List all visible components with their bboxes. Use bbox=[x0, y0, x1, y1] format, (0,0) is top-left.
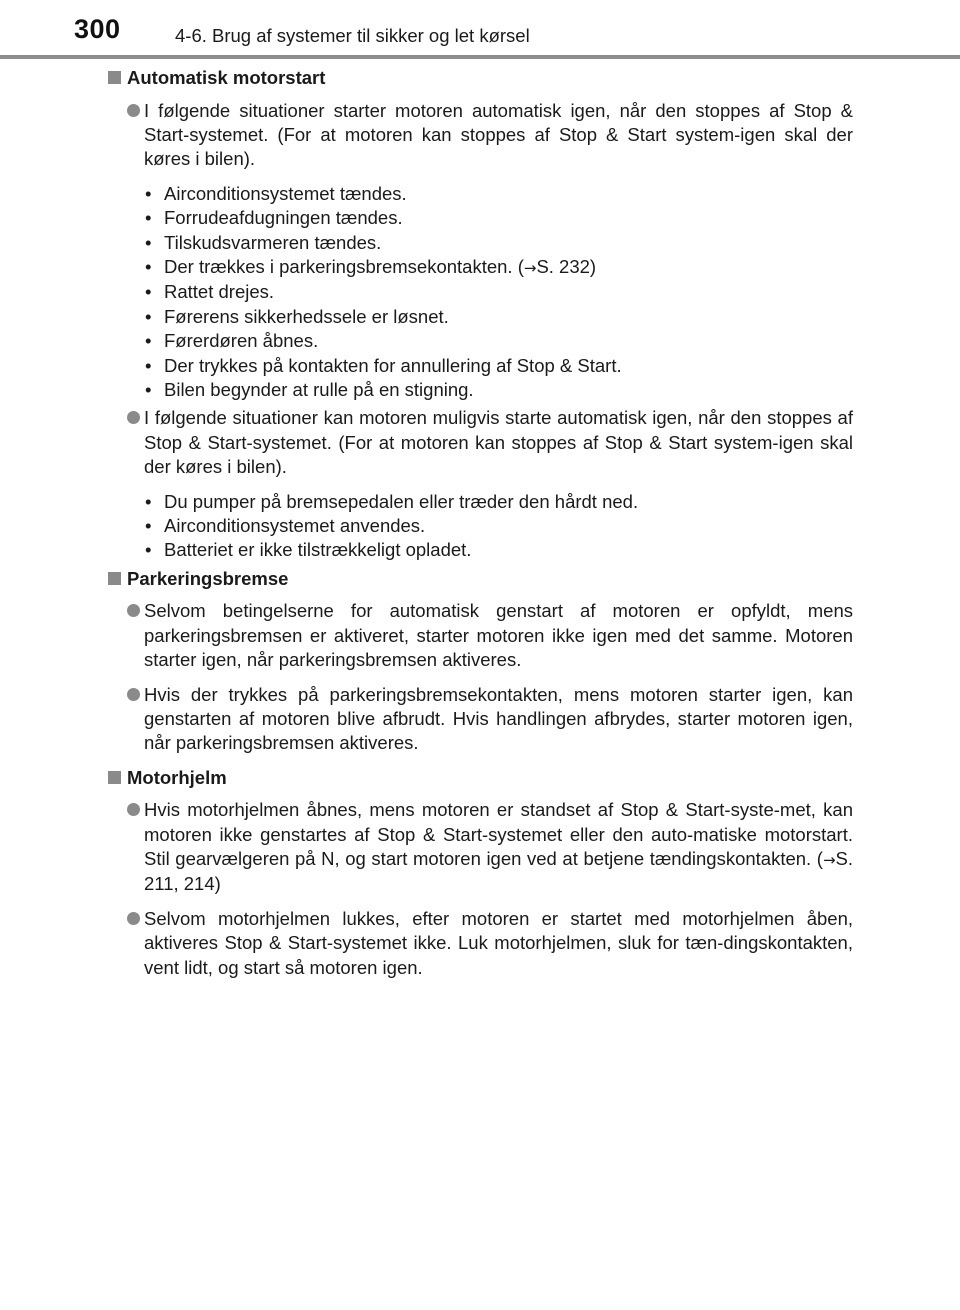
list-item: • Der trykkes på kontakten for annullering af Stop & Start. bbox=[144, 354, 853, 378]
list-item: • Rattet drejes. bbox=[144, 280, 853, 304]
circle-bullet-icon bbox=[127, 688, 140, 701]
square-bullet-icon bbox=[108, 572, 121, 585]
page-header bbox=[0, 0, 960, 60]
page-reference: S. 232) bbox=[536, 255, 597, 277]
bullet-list bbox=[108, 182, 853, 403]
paragraph bbox=[108, 798, 853, 897]
list-item: • Bilen begynder at rulle på en stigning. bbox=[144, 378, 853, 402]
paragraph bbox=[108, 599, 853, 672]
list-item: • Der trækkes i parkeringsbremsekontakten. (→S. 232) bbox=[144, 255, 853, 280]
paragraph bbox=[108, 907, 853, 980]
section-title-text: Parkeringsbremse bbox=[127, 567, 289, 589]
paragraph-text: I følgende situationer kan motoren muligvis starte automatisk igen, når den stoppes af Stop & Start-systemet. (For at motoren kan stoppes af Stop & Start system-igen skal der køres i bilen). bbox=[144, 407, 853, 478]
circle-bullet-icon bbox=[127, 411, 140, 424]
circle-bullet-icon bbox=[127, 803, 140, 816]
arrow-right-icon: → bbox=[523, 258, 537, 277]
page-number: 300 bbox=[74, 14, 121, 44]
list-item: • Forrudeafdugningen tændes. bbox=[144, 206, 853, 230]
paragraph-text: Hvis der trykkes på parkeringsbremsekontakten, mens motoren starter igen, kan genstarten af motoren blive afbrudt. Hvis handlingen afbrydes, starter motoren igen, når parkeringsbremsen aktiveres. bbox=[144, 683, 853, 754]
paragraph-text: Selvom betingelserne for automatisk genstart af motoren er opfyldt, mens parkeringsbremsen er aktiveret, starter motoren ikke igen med det samme. Motoren starter igen, når parkeringsbremsen aktiveres. bbox=[144, 600, 853, 671]
circle-bullet-icon bbox=[127, 604, 140, 617]
section-title-text: Motorhjelm bbox=[127, 766, 227, 788]
section-title-motorhjelm bbox=[108, 766, 853, 791]
list-item: • Du pumper på bremsepedalen eller træder den hårdt ned. bbox=[144, 490, 853, 514]
list-item: • Airconditionsystemet anvendes. bbox=[144, 514, 853, 538]
page-reference: S. 211, 214) bbox=[144, 848, 853, 895]
paragraph bbox=[108, 99, 853, 172]
square-bullet-icon bbox=[108, 771, 121, 784]
list-item: • Førerens sikkerhedssele er løsnet. bbox=[144, 305, 853, 329]
paragraph bbox=[108, 683, 853, 756]
paragraph-text: I følgende situationer starter motoren automatisk igen, når den stoppes af Stop & Start-systemet. (For at motoren kan stoppes af Stop & Start system-igen skal der køres i bilen). bbox=[144, 99, 853, 170]
bullet-list bbox=[108, 490, 853, 563]
circle-bullet-icon bbox=[127, 104, 140, 117]
section-title-parkeringsbremse bbox=[108, 567, 853, 592]
section-title-text: Automatisk motorstart bbox=[127, 67, 326, 88]
paragraph-text: Hvis motorhjelmen åbnes, mens motoren er standset af Stop & Start-syste-met, kan motoren ikke genstartes af Stop & Start-systemet eller den auto-matiske motorstart. Stil gearvælgeren på N, og start motoren igen ved at betjene tændingskontakten. ( bbox=[144, 799, 853, 870]
list-item: • Førerdøren åbnes. bbox=[144, 329, 853, 353]
header-divider bbox=[0, 55, 960, 59]
square-bullet-icon bbox=[108, 71, 121, 84]
list-item: • Batteriet er ikke tilstrækkeligt opladet. bbox=[144, 538, 853, 562]
chapter-title: 4-6. Brug af systemer til sikker og let kørsel bbox=[175, 25, 530, 46]
paragraph bbox=[108, 406, 853, 479]
arrow-right-icon: → bbox=[822, 851, 836, 870]
section-title-automatisk-motorstart bbox=[108, 66, 853, 91]
paragraph-text: Selvom motorhjelmen lukkes, efter motoren er startet med motorhjelmen åben, aktiveres Stop & Start-systemet ikke. Luk motorhjelmen, sluk for tæn-dingskontakten, vent lidt, og start så motoren igen. bbox=[144, 907, 853, 978]
list-item: • Airconditionsystemet tændes. bbox=[144, 182, 853, 206]
circle-bullet-icon bbox=[127, 912, 140, 925]
page-content bbox=[108, 66, 853, 980]
list-item: • Tilskudsvarmeren tændes. bbox=[144, 231, 853, 255]
